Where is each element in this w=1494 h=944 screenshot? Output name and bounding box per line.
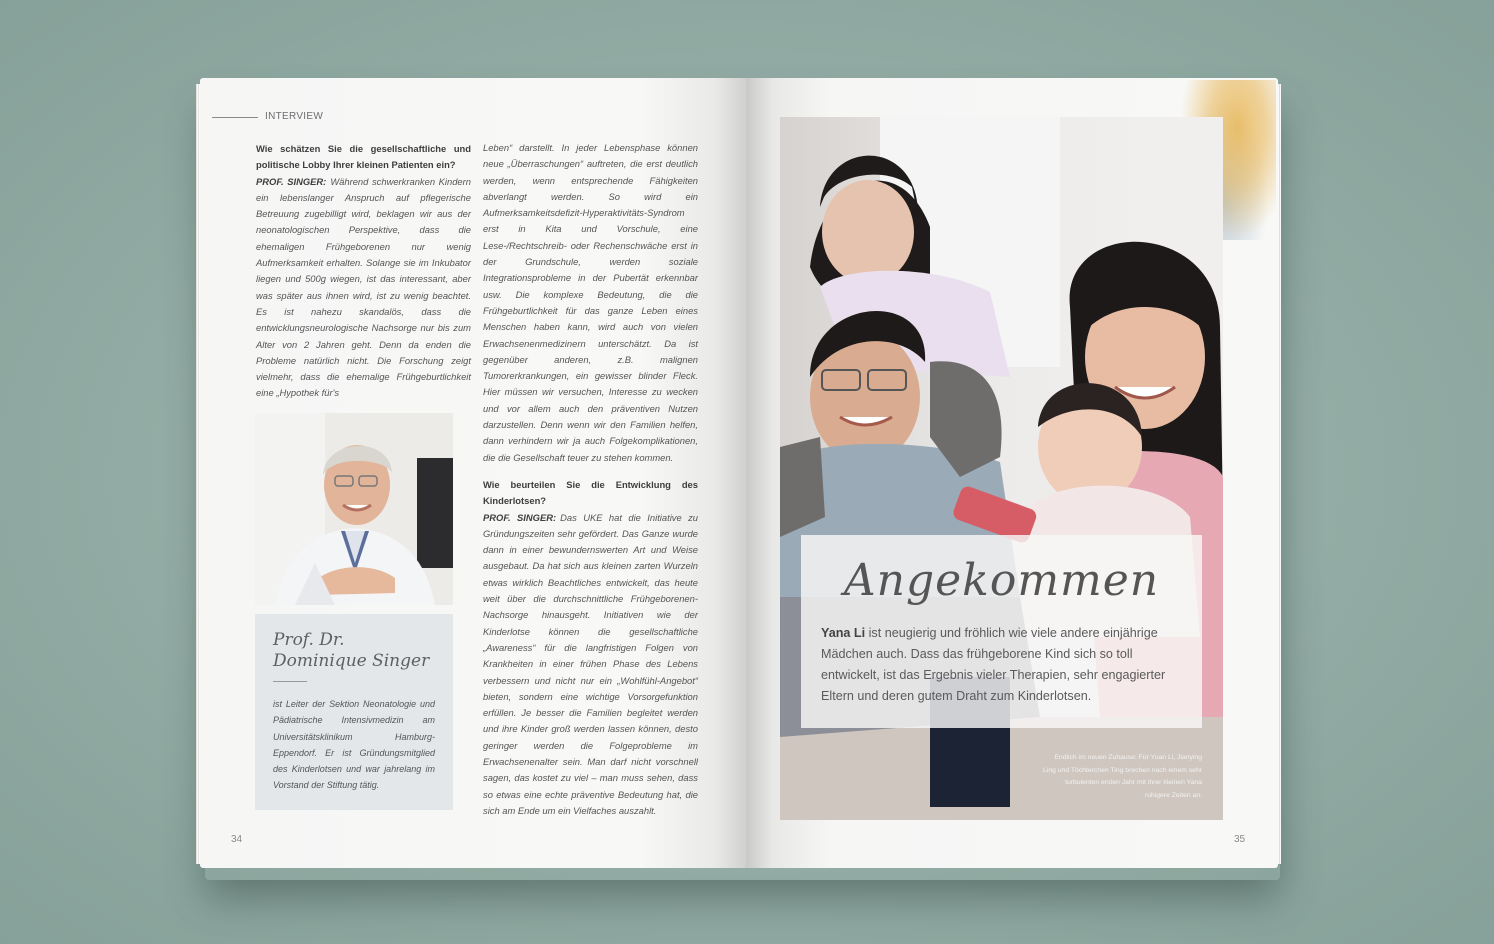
section-rule: [212, 117, 258, 118]
intro-body: ist neugierig und fröhlich wie viele andere einjährige Mädchen auch. Dass das frühgeborene Kind sich so toll entwickelt, ist das Ergebnis vieler Therapien, sehr engagierter Eltern und deren gutem Draht zum Kinderlotsen.: [821, 626, 1166, 703]
bio-name-title: Prof. Dr.: [273, 630, 345, 650]
intro-text: [821, 623, 1191, 707]
answer-1-continued: Leben“ darstellt. In jeder Lebensphase können neue „Überraschungen“ auftreten, die erst deutlich werden, wenn entsprechende Fähigkeiten abverlangt werden. So wird ein Aufmerksamkeitsdefizit-Hyperaktivitäts-Syndrom erst in Kita und Vorschule, eine Lese-/Rechtschreib- oder Rechenschwäche erst in der Grundschule, werden soziale Integrationsprobleme in der Pubertät erkennbar usw. Die komplexe Bedeutung, die die Frühgeburtlichkeit für das ganze Leben eines Menschen haben kann, wird auch von vielen Erwachsenenmedizinern unterschätzt. Da ist gegenüber anderen, z.B. malignen Tumorerkrankungen, ein gewisser blinder Fleck. Hier müssen wir versuchen, Interesse zu wecken und vor allem auch den präventiven Nutzen darzustellen. Denn wenn wir den Familien helfen, dann verhindern wir ja auch Folgekomplikationen, die die Gesellschaft teuer zu stehen kommen.: [483, 142, 698, 463]
page-number-left: 34: [231, 834, 243, 845]
answer-1: Während schwerkranken Kindern ein lebenslanger Anspruch auf pflegerische Betreuung zugebilligt wird, beklagen wir aus der neonatologischen Perspektive, dass die ehemaligen Frühgeborenen nur wenig Aufmerksamkeit erhalten. Solange sie im Inkubator liegen und 500g wiegen, ist das interessant, aber was später aus ihnen wird, ist zu wenig beachtet. Es ist nahezu skandalös, dass die entwicklungsneurologische Nachsorge nur bis zum Alter von 2 Jahren geht. Denn da enden die Probleme natürlich nicht. Die Forschung zeigt vielmehr, dass die ehemalige Frühgeburtlichkeit eine „Hypothek für's: [256, 175, 471, 399]
text-column-2: [483, 140, 698, 819]
speaker-label: PROF. SINGER:: [256, 175, 327, 187]
text-column-1: [256, 141, 471, 402]
bio-rule: [273, 681, 307, 682]
bio-name: [273, 630, 443, 672]
question-2-block: [483, 477, 698, 819]
bio-name-full: Dominique Singer: [273, 651, 430, 671]
speaker-label-2: PROF. SINGER:: [483, 511, 557, 523]
bio-text: ist Leiter der Sektion Neonatologie und Pädiatrische Intensivmedizin am Universitätsklinikum Hamburg-Eppendorf. Er ist Gründungsmitglied des Kinderlotsen und war jahrelang im Vorstand der Stiftung tätig.: [273, 699, 435, 791]
headline: Angekommen: [843, 555, 1160, 606]
answer-2: Das UKE hat die Initiative zu Gründungszeiten sehr gefördert. Das Ganze wurde dann in einer bewundernswerten Art und Weise ausgebaut. Da hat sich aus kleinen zarten Wurzeln etwas wirklich Beachtliches entwickelt, das heute weit über die durchschnittliche Frühgeborenen-Nachsorge hinausgeht. Initiativen wie der Kinderlotse können die gesellschaftliche „Awareness“ für die langfristigen Folgen von Krankheiten in einer frühen Phase des Lebens verbessern und nicht nur ein „Wohlfühl-Angebot“ bieten, sondern eine wichtige Vorsorgefunktion erfüllen. Je besser die Familien begleitet werden und ihre Kinder groß werden lassen können, desto geringer werden die Folgeprobleme im Erwachsenenalter sein. Man darf nicht vorschnell sagen, das kostet zu viel – man muss sehen, dass so etwas eine echte präventive Bedeutung hat, die sich am Ende um ein Vielfaches auszahlt.: [483, 511, 699, 816]
section-label: INTERVIEW: [265, 111, 324, 122]
page-number-right: 35: [1234, 834, 1246, 845]
portrait-illustration: [255, 413, 453, 605]
question-2: Wie beurteilen Sie die Entwicklung des Kinderlotsen?: [483, 478, 698, 507]
photo-caption: Endlich im neuen Zuhause: Für Yuan Li, Jianying Ling und Töchterchen Ting brechen nach einem sehr turbulenten ersten Jahr mit ihrer kleinen Yana ruhigere Zeiten an.: [1043, 754, 1202, 799]
intro-name: Yana Li: [821, 626, 866, 640]
portrait-photo: [255, 413, 453, 605]
question-1: Wie schätzen Sie die gesellschaftliche und politische Lobby Ihrer kleinen Patienten ein?: [256, 143, 471, 171]
